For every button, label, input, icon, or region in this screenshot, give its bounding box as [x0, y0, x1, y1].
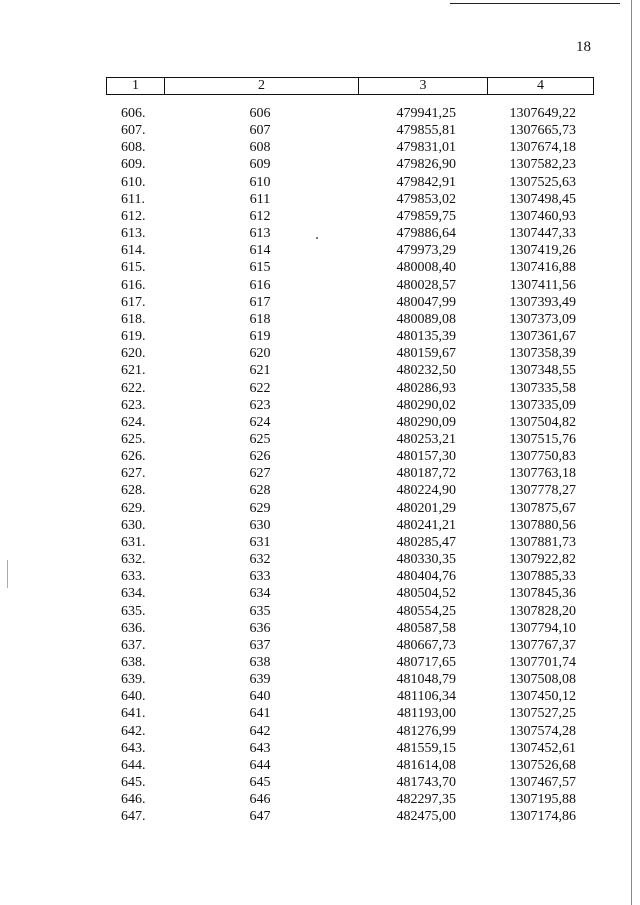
x-coordinate-cell: 480290,09	[396, 414, 456, 430]
table-row	[0, 603, 640, 620]
table-row	[0, 688, 640, 705]
point-number-cell: 621	[249, 363, 271, 379]
row-index-cell: 625.	[121, 431, 146, 447]
header-cell-col-2: 2	[165, 78, 359, 94]
point-number-cell: 634	[249, 586, 271, 602]
point-number-cell: 638	[249, 655, 271, 670]
row-index-cell: 634.	[121, 586, 146, 602]
row-index-cell: 620.	[121, 346, 146, 362]
row-index-cell: 606.	[121, 106, 146, 121]
row-index-cell: 618.	[121, 311, 146, 327]
point-number-cell: 627	[249, 466, 271, 482]
point-number-cell: 608	[249, 140, 271, 156]
y-coordinate-cell: 1307358,39	[509, 346, 576, 362]
table-row	[0, 620, 640, 637]
row-index-cell: 647.	[121, 809, 146, 825]
table-row	[0, 174, 640, 191]
table-row	[0, 122, 640, 139]
x-coordinate-cell: 479853,02	[396, 191, 456, 207]
row-index-cell: 631.	[121, 534, 146, 550]
row-index-cell: 626.	[121, 449, 146, 465]
row-index-cell: 616.	[121, 277, 146, 293]
header-cell-col-3: 3	[359, 78, 488, 94]
point-number-cell: 633	[249, 569, 271, 585]
x-coordinate-cell: 480157,30	[396, 449, 456, 465]
row-index-cell: 628.	[121, 483, 146, 499]
y-coordinate-cell: 1307508,08	[509, 672, 576, 688]
point-number-cell: 614	[249, 243, 271, 259]
y-coordinate-cell: 1307875,67	[509, 500, 576, 516]
y-coordinate-cell: 1307411,56	[510, 277, 576, 293]
row-index-cell: 614.	[121, 243, 146, 259]
y-coordinate-cell: 1307335,09	[509, 397, 576, 413]
row-index-cell: 639.	[121, 672, 146, 688]
y-coordinate-cell: 1307750,83	[509, 449, 576, 465]
y-coordinate-cell: 1307416,88	[509, 260, 576, 276]
table-row	[0, 774, 640, 791]
table-row	[0, 808, 640, 825]
table-row	[0, 448, 640, 465]
header-cell-col-4: 4	[537, 78, 544, 93]
point-number-cell: 645	[249, 775, 271, 791]
table-row	[0, 637, 640, 654]
x-coordinate-cell: 480241,21	[396, 517, 456, 533]
y-coordinate-cell: 1307701,74	[509, 655, 576, 670]
table-row	[0, 431, 640, 448]
x-coordinate-cell: 480330,35	[396, 552, 456, 568]
x-coordinate-cell: 480232,50	[396, 363, 456, 379]
table-row	[0, 534, 640, 551]
x-coordinate-cell: 481743,70	[396, 775, 456, 791]
point-number-cell: 643	[249, 740, 271, 756]
x-coordinate-cell: 480587,58	[396, 620, 456, 636]
y-coordinate-cell: 1307778,27	[509, 483, 576, 499]
row-index-cell: 612.	[121, 208, 146, 224]
point-number-cell: 631	[249, 534, 271, 550]
y-coordinate-cell: 1307665,73	[509, 123, 576, 139]
point-number-cell: 617	[249, 294, 271, 310]
x-coordinate-cell: 479826,90	[396, 157, 456, 173]
x-coordinate-cell: 479941,25	[396, 106, 456, 121]
y-coordinate-cell: 1307393,49	[509, 294, 576, 310]
point-number-cell: 644	[249, 757, 271, 773]
point-number-cell: 642	[249, 723, 271, 739]
point-number-cell: 629	[249, 500, 271, 516]
x-coordinate-cell: 482297,35	[396, 792, 456, 808]
row-index-cell: 630.	[121, 517, 146, 533]
x-coordinate-cell: 480504,52	[396, 586, 456, 602]
row-index-cell: 629.	[121, 500, 146, 516]
y-coordinate-cell: 1307174,86	[509, 809, 576, 825]
x-coordinate-cell: 479886,64	[396, 226, 456, 242]
x-coordinate-cell: 480290,02	[396, 397, 456, 413]
point-number-cell: 613	[249, 226, 271, 242]
point-number-cell: 647	[249, 809, 271, 825]
point-number-cell: 610	[249, 174, 271, 190]
table-row	[0, 568, 640, 585]
y-coordinate-cell: 1307447,33	[509, 226, 576, 242]
point-number-cell: 616	[249, 277, 271, 293]
point-number-cell: 618	[249, 311, 271, 327]
row-index-cell: 627.	[121, 466, 146, 482]
row-index-cell: 621.	[121, 363, 146, 379]
x-coordinate-cell: 482475,00	[396, 809, 456, 825]
row-index-cell: 608.	[121, 140, 146, 156]
table-row	[0, 225, 640, 242]
table-header	[106, 77, 594, 95]
table-row	[0, 397, 640, 414]
table-row	[0, 345, 640, 362]
y-coordinate-cell: 1307880,56	[509, 517, 576, 533]
y-coordinate-cell: 1307845,36	[509, 586, 576, 602]
y-coordinate-cell: 1307467,57	[509, 775, 576, 791]
y-coordinate-cell: 1307450,12	[509, 689, 576, 705]
table-row	[0, 191, 640, 208]
x-coordinate-cell: 481614,08	[396, 757, 456, 773]
table-row	[0, 517, 640, 534]
y-coordinate-cell: 1307419,26	[509, 243, 576, 259]
point-number-cell: 637	[249, 637, 271, 653]
y-coordinate-cell: 1307922,82	[509, 552, 576, 568]
table-row	[0, 671, 640, 688]
row-index-cell: 624.	[121, 414, 146, 430]
point-number-cell: 639	[249, 672, 271, 688]
point-number-cell: 611	[249, 191, 271, 207]
table-row	[0, 705, 640, 722]
table-row	[0, 551, 640, 568]
row-index-cell: 611.	[121, 191, 145, 207]
y-coordinate-cell: 1307574,28	[509, 723, 576, 739]
x-coordinate-cell: 480135,39	[396, 329, 456, 345]
y-coordinate-cell: 1307460,93	[509, 208, 576, 224]
row-index-cell: 643.	[121, 740, 146, 756]
point-number-cell: 615	[249, 260, 271, 276]
row-index-cell: 613.	[121, 226, 146, 242]
point-number-cell: 626	[249, 449, 271, 465]
x-coordinate-cell: 479842,91	[396, 174, 456, 190]
table-row	[0, 259, 640, 276]
y-coordinate-cell: 1307525,63	[509, 174, 576, 190]
row-index-cell: 646.	[121, 792, 146, 808]
table-row	[0, 362, 640, 379]
table-row	[0, 311, 640, 328]
y-coordinate-cell: 1307767,37	[509, 637, 576, 653]
row-index-cell: 623.	[121, 397, 146, 413]
x-coordinate-cell: 480253,21	[396, 431, 456, 447]
x-coordinate-cell: 480047,99	[396, 294, 456, 310]
x-coordinate-cell: 479973,29	[396, 243, 456, 259]
point-number-cell: 636	[249, 620, 271, 636]
table-row	[0, 482, 640, 499]
point-number-cell: 607	[249, 123, 271, 139]
table-row	[0, 277, 640, 294]
table-row	[0, 654, 640, 671]
point-number-cell: 609	[249, 157, 271, 173]
x-coordinate-cell: 481559,15	[396, 740, 456, 756]
table-row	[0, 380, 640, 397]
y-coordinate-cell: 1307527,25	[509, 706, 576, 722]
x-coordinate-cell: 480008,40	[396, 260, 456, 276]
y-coordinate-cell: 1307452,61	[509, 740, 576, 756]
header-cell-col-1: 1	[107, 78, 165, 94]
row-index-cell: 633.	[121, 569, 146, 585]
x-coordinate-cell: 480554,25	[396, 603, 456, 619]
x-coordinate-cell: 480404,76	[396, 569, 456, 585]
y-coordinate-cell: 1307361,67	[509, 329, 576, 345]
table-row	[0, 414, 640, 431]
point-number-cell: 620	[249, 346, 271, 362]
x-coordinate-cell: 480028,57	[396, 277, 456, 293]
y-coordinate-cell: 1307794,10	[509, 620, 576, 636]
y-coordinate-cell: 1307335,58	[509, 380, 576, 396]
point-number-cell: 625	[249, 431, 271, 447]
table-row	[0, 740, 640, 757]
point-number-cell: 606	[249, 106, 271, 121]
x-coordinate-cell: 479855,81	[396, 123, 456, 139]
table-row	[0, 500, 640, 517]
row-index-cell: 638.	[121, 655, 146, 670]
row-index-cell: 615.	[121, 260, 146, 276]
point-number-cell: 641	[249, 706, 271, 722]
y-coordinate-cell: 1307828,20	[509, 603, 576, 619]
point-number-cell: 635	[249, 603, 271, 619]
x-coordinate-cell: 480187,72	[396, 466, 456, 482]
point-number-cell: 628	[249, 483, 271, 499]
x-coordinate-cell: 480089,08	[396, 311, 456, 327]
y-coordinate-cell: 1307674,18	[509, 140, 576, 156]
x-coordinate-cell: 480286,93	[396, 380, 456, 396]
table-row	[0, 723, 640, 740]
y-coordinate-cell: 1307348,55	[509, 363, 576, 379]
row-index-cell: 617.	[121, 294, 146, 310]
table-row	[0, 105, 640, 122]
point-number-cell: 623	[249, 397, 271, 413]
x-coordinate-cell: 480224,90	[396, 483, 456, 499]
y-coordinate-cell: 1307881,73	[509, 534, 576, 550]
table-row	[0, 156, 640, 173]
point-number-cell: 640	[249, 689, 271, 705]
x-coordinate-cell: 481193,00	[397, 706, 456, 722]
y-coordinate-cell: 1307498,45	[509, 191, 576, 207]
row-index-cell: 645.	[121, 775, 146, 791]
table-row	[0, 242, 640, 259]
y-coordinate-cell: 1307763,18	[509, 466, 576, 482]
row-index-cell: 640.	[121, 689, 146, 705]
point-number-cell: 632	[249, 552, 271, 568]
table-row	[0, 328, 640, 345]
y-coordinate-cell: 1307515,76	[509, 431, 576, 447]
x-coordinate-cell: 480667,73	[396, 637, 456, 653]
y-coordinate-cell: 1307649,22	[509, 106, 576, 121]
x-coordinate-cell: 480201,29	[396, 500, 456, 516]
row-index-cell: 610.	[121, 174, 146, 190]
row-index-cell: 642.	[121, 723, 146, 739]
top-rule	[450, 3, 620, 4]
point-number-cell: 646	[249, 792, 271, 808]
table-row	[0, 757, 640, 774]
table-row	[0, 585, 640, 602]
point-number-cell: 619	[249, 329, 271, 345]
point-number-cell: 624	[249, 414, 271, 430]
row-index-cell: 637.	[121, 637, 146, 653]
row-index-cell: 636.	[121, 620, 146, 636]
row-index-cell: 609.	[121, 157, 146, 173]
table-body	[0, 105, 640, 826]
point-number-cell: 630	[249, 517, 271, 533]
x-coordinate-cell: 481048,79	[396, 672, 456, 688]
x-coordinate-cell: 480285,47	[396, 534, 456, 550]
x-coordinate-cell: 479859,75	[396, 208, 456, 224]
row-index-cell: 641.	[121, 706, 146, 722]
row-index-cell: 644.	[121, 757, 146, 773]
table-row	[0, 791, 640, 808]
y-coordinate-cell: 1307526,68	[509, 757, 576, 773]
point-number-cell: 612	[249, 208, 271, 224]
row-index-cell: 622.	[121, 380, 146, 396]
table-row	[0, 139, 640, 156]
x-coordinate-cell: 481276,99	[396, 723, 456, 739]
page-number: 18	[576, 39, 591, 55]
x-coordinate-cell: 481106,34	[397, 689, 456, 705]
row-index-cell: 635.	[121, 603, 146, 619]
row-index-cell: 607.	[121, 123, 146, 139]
y-coordinate-cell: 1307195,88	[509, 792, 576, 808]
y-coordinate-cell: 1307373,09	[509, 311, 576, 327]
table-row	[0, 465, 640, 482]
y-coordinate-cell: 1307885,33	[509, 569, 576, 585]
y-coordinate-cell: 1307582,23	[509, 157, 576, 173]
row-index-cell: 619.	[121, 329, 146, 345]
point-number-cell: 622	[249, 380, 271, 396]
row-index-cell: 632.	[121, 552, 146, 568]
y-coordinate-cell: 1307504,82	[509, 414, 576, 430]
x-coordinate-cell: 480717,65	[396, 655, 456, 670]
x-coordinate-cell: 479831,01	[396, 140, 456, 156]
table-row	[0, 294, 640, 311]
x-coordinate-cell: 480159,67	[396, 346, 456, 362]
table-row	[0, 208, 640, 225]
